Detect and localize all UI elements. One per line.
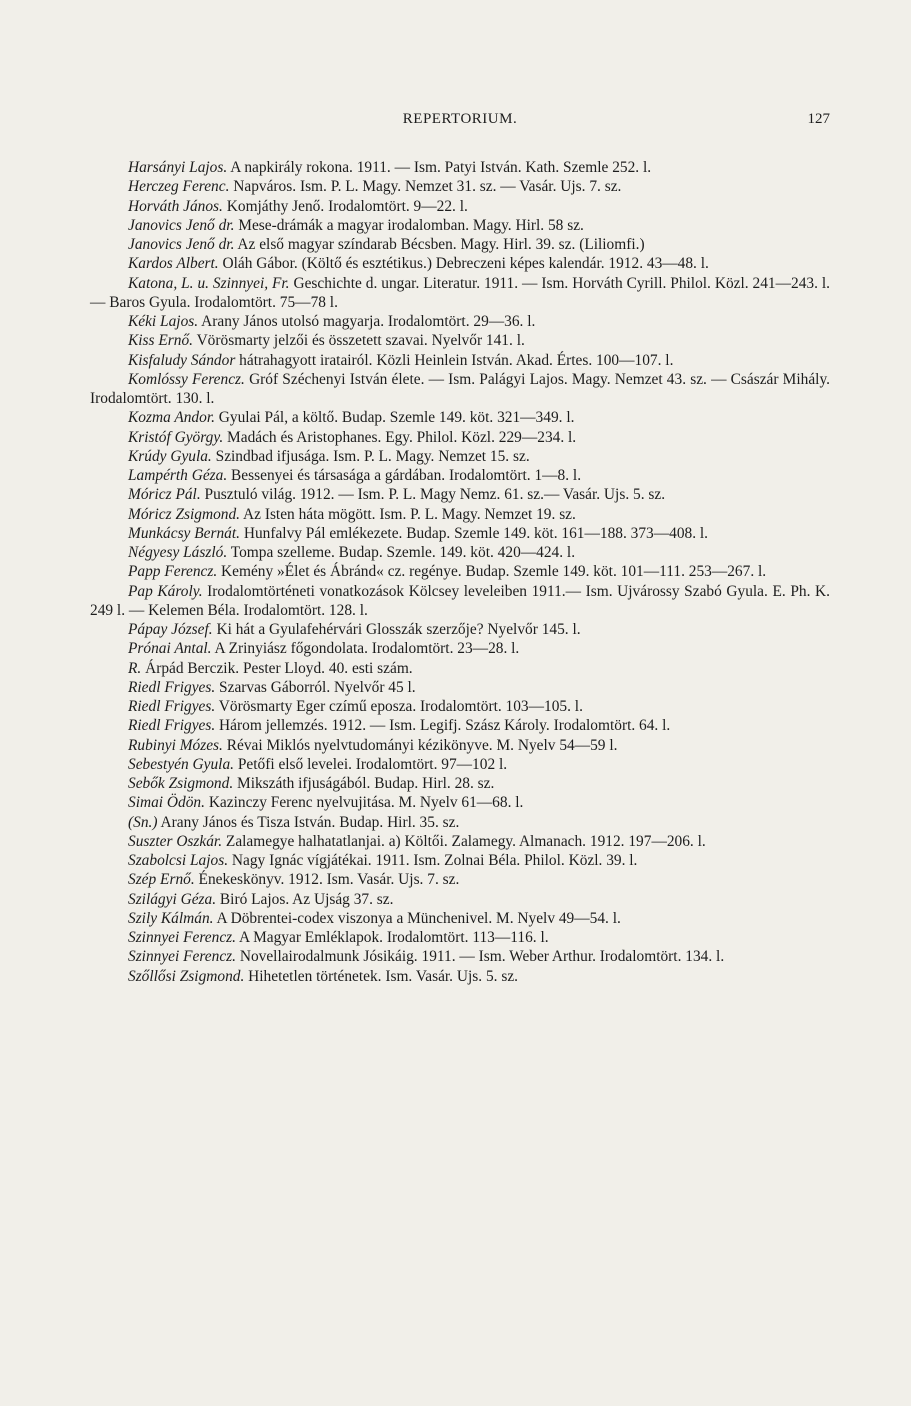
entry-author: Sebők Zsigmond. [128,775,234,792]
page-header [90,111,830,137]
bibliography-entry [90,216,830,235]
bibliography-entry [90,447,830,466]
bibliography-entry [90,697,830,716]
bibliography-entry [90,543,830,562]
entry-author: Suszter Oszkár. [128,832,223,850]
running-title: REPERTORIUM. [402,111,518,127]
entry-author: Prónai Antal. [128,640,212,658]
entry-text: Napváros. Ism. P. L. Magy. Nemzet 31. sz. — Vasár. Ujs. 7. sz. [229,178,622,196]
entry-author: Szily Kálmán. [128,909,214,927]
bibliography-entry [90,639,830,658]
entry-text: Irodalomtörténeti vonatkozások Kölcsey leveleiben 1911.— Ism. Ujvárossy Szabó Gyula. E. Ph. K. 249 l. — Kelemen Béla. Irodalomtört. 128. l. [90,582,830,619]
entry-text: Az Isten háta mögött. Ism. P. L. Magy. Nemzet 19. sz. [240,505,576,523]
entry-author: Simai Ödön. [128,794,205,812]
entry-text: A Döbrentei-codex viszonya a Münchenivel. M. Nyelv 49—54. l. [213,909,621,927]
entry-text: Énekeskönyv. 1912. Ism. Vasár. Ujs. 7. sz. [194,871,460,889]
entry-author: Riedl Frigyes. [128,698,216,715]
entry-text: Szarvas Gáborról. Nyelvőr 45 l. [215,678,416,696]
entry-author: Szinnyei Ferencz. [128,948,236,966]
entry-author: Móricz Zsigmond. [128,505,241,523]
bibliography-entry [90,312,830,331]
bibliography-entry [90,947,830,966]
entry-author: Papp Ferencz. [128,563,218,581]
bibliography-entry [90,870,830,889]
entry-text: Zalamegye halhatatlanjai. a) Költői. Zalamegy. Almanach. 1912. 197—206. l. [222,832,706,850]
bibliography-entry [90,736,830,755]
entry-author: (Sn.) [128,813,158,831]
bibliography-entry [90,254,830,273]
bibliography-entry [90,235,830,254]
bibliography-entry [90,524,830,543]
entry-author: Sebestyén Gyula. [128,755,234,773]
entry-author: Kardos Albert. [128,255,219,273]
entry-text: Hunfalvy Pál emlékezete. Budap. Szemle 149. köt. 161—188. 373—408. l. [239,524,709,542]
page-number: 127 [807,111,830,127]
bibliography-entry [90,851,830,870]
entry-text: Novellairodalmunk Jósikáig. 1911. — Ism. Weber Arthur. Irodalomtört. 134. l. [235,948,725,966]
entry-author: Herczeg Ferenc. [128,178,230,196]
bibliography-entry [90,620,830,639]
entry-text: Vörösmarty Eger czímű eposza. Irodalomtört. 103—105. l. [215,698,583,715]
bibliography-entry [90,928,830,947]
entry-author: Riedl Frigyes. [128,678,216,696]
bibliography-entry [90,678,830,697]
entry-text: Árpád Berczik. Pester Lloyd. 40. esti szám. [141,659,413,677]
entry-author: Szinnyei Ferencz. [128,929,236,946]
bibliography-entry [90,158,830,177]
entry-author: Janovics Jenő dr. [128,216,235,234]
entry-author: Harsányi Lajos. [128,159,228,176]
bibliography-entry [90,755,830,774]
entry-text: Arany János és Tisza István. Budap. Hirl. 35. sz. [157,813,460,831]
entry-author: Pap Károly. [128,582,203,600]
entry-author: Komlóssy Ferencz. [128,370,245,388]
bibliography-entry [90,505,830,524]
entry-author: Kisfaludy Sándor [128,351,236,369]
entry-text: Kemény »Élet és Ábránd« cz. regénye. Budap. Szemle 149. köt. 101—111. 253—267. l. [217,563,767,581]
entry-text: Kazinczy Ferenc nyelvujitása. M. Nyelv 61—68. l. [204,794,524,812]
bibliography-entry [90,562,830,581]
entry-text: Vörösmarty jelzői és összetett szavai. Nyelvőr 141. l. [193,332,525,350]
entry-text: Ki hát a Gyulafehérvári Glosszák szerzője? Nyelvőr 145. l. [212,621,581,638]
bibliography-entry [90,274,830,313]
entry-author: Janovics Jenő dr. [128,236,235,253]
entry-text: Petőfi első levelei. Irodalomtört. 97—102 l. [233,755,508,773]
entry-author: Krúdy Gyula. [128,447,212,465]
entry-text: Nagy Ignác vígjátékai. 1911. Ism. Zolnai Béla. Philol. Közl. 39. l. [228,852,638,869]
entry-text: Bessenyei és társasága a gárdában. Irodalomtört. 1—8. l. [227,467,582,484]
bibliography-entry [90,370,830,409]
entry-author: Kiss Ernő. [128,332,193,350]
entry-author: R. [128,659,142,677]
entry-author: Szilágyi Géza. [128,890,217,908]
entry-text: Biró Lajos. Az Ujság 37. sz. [216,890,394,908]
entry-text: Mikszáth ifjuságából. Budap. Hirl. 28. sz. [233,775,495,792]
entry-text: Gróf Széchenyi István élete. — Ism. Palágyi Lajos. Magy. Nemzet 43. sz. — Császár Mihály. Irodalomtört. 130. l. [90,370,830,407]
entry-text: Három jellemzés. 1912. — Ism. Legifj. Szász Károly. Irodalomtört. 64. l. [215,717,671,735]
entry-text: Az első magyar színdarab Bécsben. Magy. Hirl. 39. sz. (Liliomfi.) [234,236,645,253]
bibliography-entry [90,832,830,851]
bibliography-entry [90,716,830,735]
entry-text: Mese-drámák a magyar irodalomban. Magy. Hirl. 58 sz. [234,216,584,234]
bibliography-entry [90,351,830,370]
entry-text: Gyulai Pál, a költő. Budap. Szemle 149. köt. 321—349. l. [214,409,575,427]
bibliography-entry [90,774,830,793]
entry-author: Négyesy László. [128,544,228,561]
entry-text: Geschichte d. ungar. Literatur. 1911. — Ism. Horváth Cyrill. Philol. Közl. 241—243. l. — Baros Gyula. Irodalomtört. 75—78 l. [90,274,831,311]
entry-author: Szőllősi Zsigmond. [128,967,245,985]
entry-text: A napkirály rokona. 1911. — Ism. Patyi István. Kath. Szemle 252. l. [227,159,652,176]
bibliography-entry [90,428,830,447]
bibliography-entry [90,177,830,196]
entry-text: Révai Miklós nyelvtudományi kézikönyve. M. Nyelv 54—59 l. [222,736,618,754]
entry-text: Madách és Aristophanes. Egy. Philol. Közl. 229—234. l. [223,428,577,446]
bibliography-entry [90,659,830,678]
bibliography-entry [90,813,830,832]
entry-text: Pusztuló világ. 1912. — Ism. P. L. Magy Nemz. 61. sz.— Vasár. Ujs. 5. sz. [200,486,666,504]
bibliography-entry [90,466,830,485]
bibliography-list [90,158,830,986]
entry-text: Hihetetlen történetek. Ism. Vasár. Ujs. 5. sz. [244,967,519,985]
bibliography-entry [90,408,830,427]
entry-text: Tompa szelleme. Budap. Szemle. 149. köt. 420—424. l. [227,544,576,561]
entry-text: Szindbad ifjusága. Ism. P. L. Magy. Nemzet 15. sz. [211,447,530,465]
bibliography-entry [90,967,830,986]
entry-author: Pápay József. [128,621,213,638]
entry-author: Rubinyi Mózes. [128,736,223,754]
bibliography-entry [90,909,830,928]
bibliography-entry [90,485,830,504]
bibliography-entry [90,890,830,909]
bibliography-entry [90,582,830,621]
entry-text: A Magyar Emléklapok. Irodalomtört. 113—116. l. [235,929,549,946]
entry-text: Oláh Gábor. (Költő és esztétikus.) Debreczeni képes kalendár. 1912. 43—48. l. [218,255,709,273]
entry-author: Lampérth Géza. [128,467,228,484]
entry-author: Riedl Frigyes. [128,717,216,735]
bibliography-entry [90,793,830,812]
entry-text: hátrahagyott iratairól. Közli Heinlein István. Akad. Értes. 100—107. l. [235,351,674,369]
entry-text: Komjáthy Jenő. Irodalomtört. 9—22. l. [222,197,468,215]
entry-text: A Zrinyiász főgondolata. Irodalomtört. 23—28. l. [211,640,520,658]
entry-text: Arany János utolsó magyarja. Irodalomtört. 29—36. l. [198,313,536,330]
bibliography-entry [90,197,830,216]
entry-author: Szabolcsi Lajos. [128,852,229,869]
entry-author: Móricz Pál. [128,486,201,504]
entry-author: Kristóf György. [128,428,224,446]
entry-author: Kozma Andor. [128,409,215,427]
bibliography-entry [90,331,830,350]
entry-author: Munkácsy Bernát. [128,524,240,542]
entry-author: Szép Ernő. [128,871,195,889]
entry-author: Horváth János. [128,197,223,215]
entry-author: Katona, L. u. Szinnyei, Fr. [128,274,290,292]
entry-author: Kéki Lajos. [128,313,199,330]
